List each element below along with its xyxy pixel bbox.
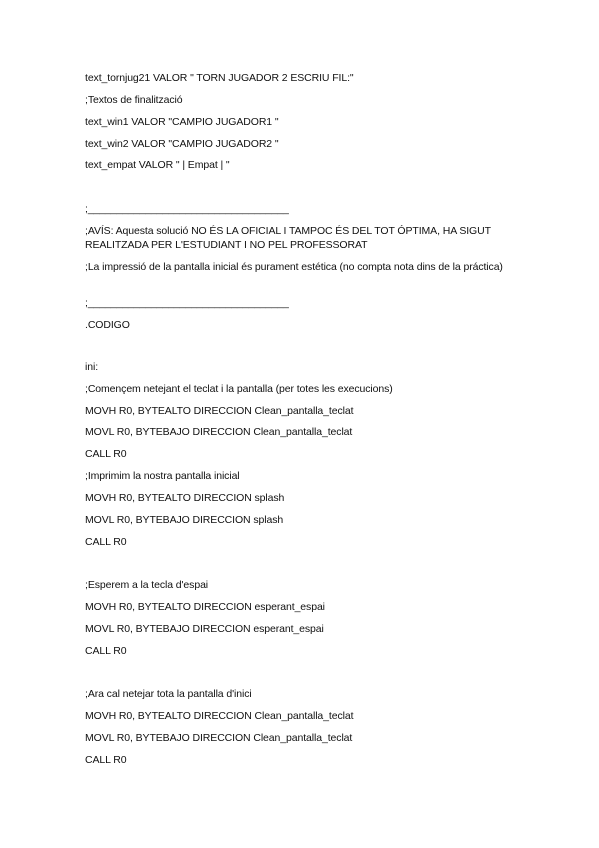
code-line: CALL R0 <box>85 536 127 548</box>
comment-line: ;Imprimim la nostra pantalla inicial <box>85 470 240 482</box>
code-line: MOVL R0, BYTEBAJO DIRECCION splash <box>85 514 284 526</box>
code-line: text_empat VALOR " | Empat | " <box>85 159 230 171</box>
code-line: text_tornjug21 VALOR " TORN JUGADOR 2 ESCRIU FIL:" <box>85 72 354 84</box>
comment-line: ;Esperem a la tecla d'espai <box>85 579 209 591</box>
section-directive: .CODIGO <box>85 319 130 331</box>
code-line: CALL R0 <box>85 448 127 460</box>
separator-line: ;___________________________________ <box>85 297 289 309</box>
code-line: MOVH R0, BYTEALTO DIRECCION splash <box>85 492 285 504</box>
comment-line: ;La impressió de la pantalla inicial és purament estética (no compta nota dins de la práctica) <box>85 261 503 273</box>
code-line: CALL R0 <box>85 754 127 766</box>
label-line: ini: <box>85 361 99 373</box>
comment-line: ;Començem netejant el teclat i la pantalla (per totes les execucions) <box>85 383 393 395</box>
code-line: MOVH R0, BYTEALTO DIRECCION Clean_pantalla_teclat <box>85 710 354 722</box>
separator-line: ;___________________________________ <box>85 203 289 215</box>
code-line: CALL R0 <box>85 645 127 657</box>
code-line: MOVL R0, BYTEBAJO DIRECCION Clean_pantalla_teclat <box>85 426 353 438</box>
warning-comment: ;AVÍS: Aquesta solució NO ÉS LA OFICIAL I TAMPOC ÉS DEL TOT ÓPTIMA, HA SIGUT REALITZADA PER L'ESTUDIANT I NO PEL PROFESSORAT <box>85 225 491 251</box>
code-line: MOVH R0, BYTEALTO DIRECCION Clean_pantalla_teclat <box>85 405 354 417</box>
code-line: MOVH R0, BYTEALTO DIRECCION esperant_espai <box>85 601 325 613</box>
comment-line: ;Ara cal netejar tota la pantalla d'inici <box>85 688 252 700</box>
code-line: MOVL R0, BYTEBAJO DIRECCION Clean_pantalla_teclat <box>85 732 353 744</box>
code-line: text_win2 VALOR "CAMPIO JUGADOR2 " <box>85 138 279 150</box>
code-line: MOVL R0, BYTEBAJO DIRECCION esperant_espai <box>85 623 324 635</box>
comment-line: ;Textos de finalització <box>85 94 183 106</box>
code-line: text_win1 VALOR "CAMPIO JUGADOR1 " <box>85 116 279 128</box>
